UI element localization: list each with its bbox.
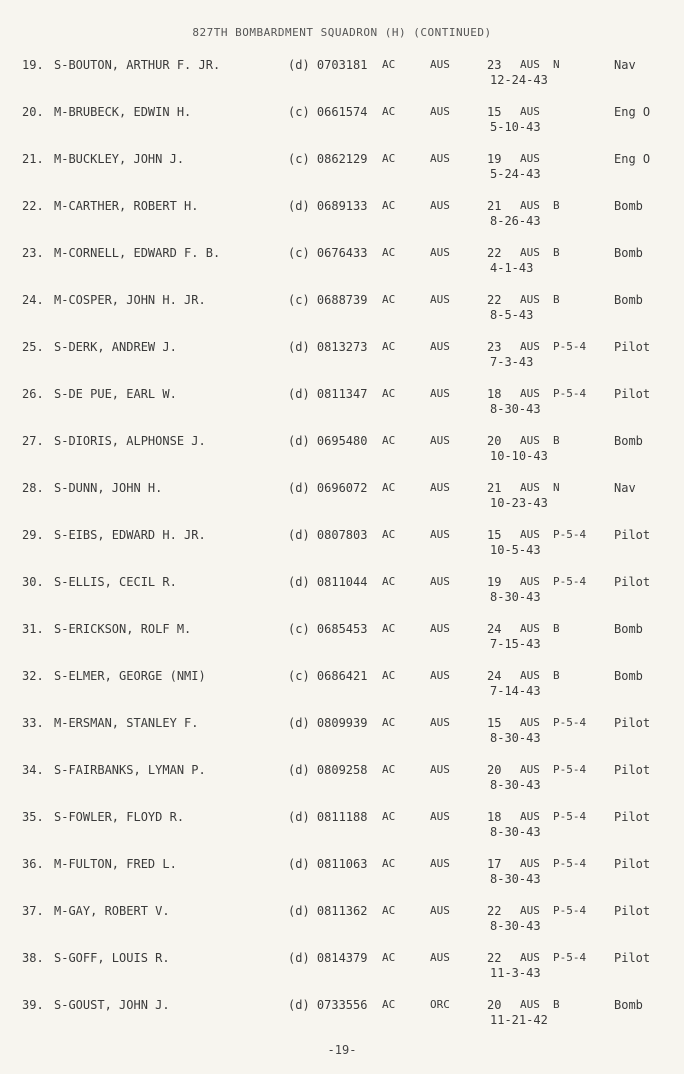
serial-number: (d) 0811044 bbox=[288, 575, 368, 589]
age: 22 bbox=[487, 951, 502, 965]
date: 8-5-43 bbox=[490, 308, 534, 322]
duty: Bomb bbox=[614, 293, 643, 307]
roster-row bbox=[0, 575, 684, 622]
branch: AC bbox=[382, 199, 396, 212]
age: 21 bbox=[487, 481, 502, 495]
component: AUS bbox=[430, 434, 450, 447]
age: 18 bbox=[487, 387, 502, 401]
officer-name: S-GOFF, LOUIS R. bbox=[54, 951, 170, 965]
rating: B bbox=[553, 669, 560, 682]
component-2: AUS bbox=[520, 763, 540, 776]
serial-number: (d) 0809258 bbox=[288, 763, 368, 777]
serial-number: (d) 0807803 bbox=[288, 528, 368, 542]
roster-row bbox=[0, 481, 684, 528]
component: AUS bbox=[430, 340, 450, 353]
age: 20 bbox=[487, 763, 502, 777]
officer-name: M-CARTHER, ROBERT H. bbox=[54, 199, 199, 213]
duty: Pilot bbox=[614, 528, 651, 542]
duty: Pilot bbox=[614, 763, 651, 777]
branch: AC bbox=[382, 716, 396, 729]
serial-number: (d) 0696072 bbox=[288, 481, 368, 495]
component-2: AUS bbox=[520, 58, 540, 71]
row-number: 23. bbox=[22, 246, 44, 260]
date: 11-21-42 bbox=[490, 1013, 548, 1027]
rating: B bbox=[553, 998, 560, 1011]
component: AUS bbox=[430, 528, 450, 541]
roster-row bbox=[0, 199, 684, 246]
branch: AC bbox=[382, 434, 396, 447]
age: 23 bbox=[487, 340, 502, 354]
age: 17 bbox=[487, 857, 502, 871]
age: 24 bbox=[487, 669, 502, 683]
row-number: 37. bbox=[22, 904, 44, 918]
branch: AC bbox=[382, 246, 396, 259]
serial-number: (c) 0686421 bbox=[288, 669, 368, 683]
rating: B bbox=[553, 293, 560, 306]
roster-row bbox=[0, 528, 684, 575]
roster-row bbox=[0, 998, 684, 1045]
date: 7-3-43 bbox=[490, 355, 534, 369]
duty: Bomb bbox=[614, 669, 643, 683]
roster-row bbox=[0, 434, 684, 481]
serial-number: (d) 0733556 bbox=[288, 998, 368, 1012]
rating: P-5-4 bbox=[553, 951, 587, 964]
age: 15 bbox=[487, 716, 502, 730]
officer-name: M-ERSMAN, STANLEY F. bbox=[54, 716, 199, 730]
page-header: 827TH BOMBARDMENT SQUADRON (H) (CONTINUED) bbox=[192, 26, 492, 39]
branch: AC bbox=[382, 669, 396, 682]
duty: Bomb bbox=[614, 246, 643, 260]
component-2: AUS bbox=[520, 434, 540, 447]
duty: Pilot bbox=[614, 810, 651, 824]
component: AUS bbox=[430, 810, 450, 823]
date: 8-30-43 bbox=[490, 402, 541, 416]
age: 22 bbox=[487, 293, 502, 307]
component: AUS bbox=[430, 904, 450, 917]
component: AUS bbox=[430, 716, 450, 729]
branch: AC bbox=[382, 293, 396, 306]
duty: Pilot bbox=[614, 716, 651, 730]
roster-list bbox=[0, 58, 684, 1045]
component: AUS bbox=[430, 669, 450, 682]
date: 8-30-43 bbox=[490, 778, 541, 792]
serial-number: (d) 0811347 bbox=[288, 387, 368, 401]
serial-number: (d) 0814379 bbox=[288, 951, 368, 965]
rating: B bbox=[553, 246, 560, 259]
rating: P-5-4 bbox=[553, 340, 587, 353]
row-number: 33. bbox=[22, 716, 44, 730]
date: 5-10-43 bbox=[490, 120, 541, 134]
branch: AC bbox=[382, 622, 396, 635]
component-2: AUS bbox=[520, 810, 540, 823]
date: 8-30-43 bbox=[490, 590, 541, 604]
component-2: AUS bbox=[520, 293, 540, 306]
branch: AC bbox=[382, 340, 396, 353]
duty: Pilot bbox=[614, 340, 651, 354]
serial-number: (d) 0811063 bbox=[288, 857, 368, 871]
branch: AC bbox=[382, 951, 396, 964]
duty: Pilot bbox=[614, 904, 651, 918]
component-2: AUS bbox=[520, 481, 540, 494]
duty: Eng O bbox=[614, 152, 651, 166]
rating: P-5-4 bbox=[553, 904, 587, 917]
component: AUS bbox=[430, 622, 450, 635]
roster-row bbox=[0, 152, 684, 199]
serial-number: (c) 0661574 bbox=[288, 105, 368, 119]
date: 7-15-43 bbox=[490, 637, 541, 651]
officer-name: S-BOUTON, ARTHUR F. JR. bbox=[54, 58, 221, 72]
date: 8-30-43 bbox=[490, 919, 541, 933]
roster-row bbox=[0, 58, 684, 105]
roster-row bbox=[0, 105, 684, 152]
serial-number: (d) 0689133 bbox=[288, 199, 368, 213]
row-number: 31. bbox=[22, 622, 44, 636]
component-2: AUS bbox=[520, 387, 540, 400]
date: 5-24-43 bbox=[490, 167, 541, 181]
component-2: AUS bbox=[520, 105, 540, 118]
date: 10-5-43 bbox=[490, 543, 541, 557]
branch: AC bbox=[382, 575, 396, 588]
branch: AC bbox=[382, 105, 396, 118]
roster-row bbox=[0, 763, 684, 810]
serial-number: (d) 0695480 bbox=[288, 434, 368, 448]
roster-row bbox=[0, 951, 684, 998]
row-number: 22. bbox=[22, 199, 44, 213]
age: 20 bbox=[487, 998, 502, 1012]
officer-name: S-ELMER, GEORGE (NMI) bbox=[54, 669, 206, 683]
date: 8-30-43 bbox=[490, 825, 541, 839]
rating: P-5-4 bbox=[553, 528, 587, 541]
rating: P-5-4 bbox=[553, 810, 587, 823]
row-number: 24. bbox=[22, 293, 44, 307]
component: AUS bbox=[430, 857, 450, 870]
officer-name: S-DERK, ANDREW J. bbox=[54, 340, 177, 354]
row-number: 26. bbox=[22, 387, 44, 401]
branch: AC bbox=[382, 387, 396, 400]
component: AUS bbox=[430, 763, 450, 776]
component-2: AUS bbox=[520, 575, 540, 588]
roster-row bbox=[0, 810, 684, 857]
row-number: 25. bbox=[22, 340, 44, 354]
officer-name: M-CORNELL, EDWARD F. B. bbox=[54, 246, 221, 260]
roster-row bbox=[0, 622, 684, 669]
branch: AC bbox=[382, 763, 396, 776]
roster-row bbox=[0, 293, 684, 340]
rating: P-5-4 bbox=[553, 387, 587, 400]
component-2: AUS bbox=[520, 716, 540, 729]
age: 15 bbox=[487, 528, 502, 542]
component: AUS bbox=[430, 152, 450, 165]
age: 20 bbox=[487, 434, 502, 448]
rating: P-5-4 bbox=[553, 716, 587, 729]
date: 10-23-43 bbox=[490, 496, 548, 510]
component-2: AUS bbox=[520, 528, 540, 541]
date: 12-24-43 bbox=[490, 73, 548, 87]
component: AUS bbox=[430, 58, 450, 71]
age: 22 bbox=[487, 246, 502, 260]
officer-name: S-FOWLER, FLOYD R. bbox=[54, 810, 185, 824]
row-number: 34. bbox=[22, 763, 44, 777]
branch: AC bbox=[382, 810, 396, 823]
serial-number: (d) 0809939 bbox=[288, 716, 368, 730]
age: 23 bbox=[487, 58, 502, 72]
date: 11-3-43 bbox=[490, 966, 541, 980]
component: AUS bbox=[430, 575, 450, 588]
officer-name: S-DIORIS, ALPHONSE J. bbox=[54, 434, 206, 448]
rating: P-5-4 bbox=[553, 575, 587, 588]
component: AUS bbox=[430, 199, 450, 212]
age: 15 bbox=[487, 105, 502, 119]
age: 24 bbox=[487, 622, 502, 636]
officer-name: S-DE PUE, EARL W. bbox=[54, 387, 177, 401]
row-number: 38. bbox=[22, 951, 44, 965]
component-2: AUS bbox=[520, 622, 540, 635]
rating: P-5-4 bbox=[553, 763, 587, 776]
row-number: 39. bbox=[22, 998, 44, 1012]
component-2: AUS bbox=[520, 199, 540, 212]
row-number: 20. bbox=[22, 105, 44, 119]
officer-name: S-FAIRBANKS, LYMAN P. bbox=[54, 763, 206, 777]
branch: AC bbox=[382, 904, 396, 917]
roster-row bbox=[0, 716, 684, 763]
row-number: 21. bbox=[22, 152, 44, 166]
age: 19 bbox=[487, 152, 502, 166]
component: AUS bbox=[430, 293, 450, 306]
officer-name: S-ERICKSON, ROLF M. bbox=[54, 622, 192, 636]
component-2: AUS bbox=[520, 340, 540, 353]
component: AUS bbox=[430, 387, 450, 400]
date: 4-1-43 bbox=[490, 261, 534, 275]
date: 10-10-43 bbox=[490, 449, 548, 463]
officer-name: M-GAY, ROBERT V. bbox=[54, 904, 170, 918]
officer-name: S-GOUST, JOHN J. bbox=[54, 998, 170, 1012]
rating: B bbox=[553, 622, 560, 635]
row-number: 19. bbox=[22, 58, 44, 72]
row-number: 30. bbox=[22, 575, 44, 589]
component-2: AUS bbox=[520, 669, 540, 682]
row-number: 32. bbox=[22, 669, 44, 683]
component: AUS bbox=[430, 246, 450, 259]
component: AUS bbox=[430, 105, 450, 118]
duty: Pilot bbox=[614, 951, 651, 965]
roster-row bbox=[0, 246, 684, 293]
officer-name: M-COSPER, JOHN H. JR. bbox=[54, 293, 206, 307]
rating: N bbox=[553, 58, 560, 71]
serial-number: (c) 0862129 bbox=[288, 152, 368, 166]
duty: Bomb bbox=[614, 622, 643, 636]
branch: AC bbox=[382, 857, 396, 870]
officer-name: S-EIBS, EDWARD H. JR. bbox=[54, 528, 206, 542]
serial-number: (c) 0676433 bbox=[288, 246, 368, 260]
rating: B bbox=[553, 434, 560, 447]
branch: AC bbox=[382, 998, 396, 1011]
duty: Bomb bbox=[614, 998, 643, 1012]
duty: Bomb bbox=[614, 199, 643, 213]
component-2: AUS bbox=[520, 951, 540, 964]
officer-name: M-FULTON, FRED L. bbox=[54, 857, 177, 871]
page-number: -19- bbox=[327, 1043, 357, 1057]
duty: Pilot bbox=[614, 575, 651, 589]
component-2: AUS bbox=[520, 857, 540, 870]
component-2: AUS bbox=[520, 998, 540, 1011]
officer-name: S-ELLIS, CECIL R. bbox=[54, 575, 177, 589]
duty: Nav bbox=[614, 481, 636, 495]
age: 21 bbox=[487, 199, 502, 213]
row-number: 29. bbox=[22, 528, 44, 542]
age: 18 bbox=[487, 810, 502, 824]
age: 19 bbox=[487, 575, 502, 589]
row-number: 28. bbox=[22, 481, 44, 495]
serial-number: (d) 0703181 bbox=[288, 58, 368, 72]
branch: AC bbox=[382, 58, 396, 71]
component: ORC bbox=[430, 998, 450, 1011]
roster-row bbox=[0, 387, 684, 434]
component: AUS bbox=[430, 951, 450, 964]
component-2: AUS bbox=[520, 904, 540, 917]
roster-row bbox=[0, 669, 684, 716]
date: 8-30-43 bbox=[490, 731, 541, 745]
date: 8-30-43 bbox=[490, 872, 541, 886]
serial-number: (d) 0813273 bbox=[288, 340, 368, 354]
row-number: 35. bbox=[22, 810, 44, 824]
branch: AC bbox=[382, 481, 396, 494]
duty: Eng O bbox=[614, 105, 651, 119]
serial-number: (c) 0685453 bbox=[288, 622, 368, 636]
branch: AC bbox=[382, 152, 396, 165]
roster-row bbox=[0, 857, 684, 904]
component: AUS bbox=[430, 481, 450, 494]
rating: N bbox=[553, 481, 560, 494]
roster-row bbox=[0, 340, 684, 387]
duty: Nav bbox=[614, 58, 636, 72]
officer-name: S-DUNN, JOHN H. bbox=[54, 481, 163, 495]
date: 7-14-43 bbox=[490, 684, 541, 698]
row-number: 36. bbox=[22, 857, 44, 871]
branch: AC bbox=[382, 528, 396, 541]
serial-number: (d) 0811362 bbox=[288, 904, 368, 918]
roster-row bbox=[0, 904, 684, 951]
duty: Bomb bbox=[614, 434, 643, 448]
component-2: AUS bbox=[520, 152, 540, 165]
duty: Pilot bbox=[614, 857, 651, 871]
row-number: 27. bbox=[22, 434, 44, 448]
serial-number: (c) 0688739 bbox=[288, 293, 368, 307]
serial-number: (d) 0811188 bbox=[288, 810, 368, 824]
rating: P-5-4 bbox=[553, 857, 587, 870]
officer-name: M-BRUBECK, EDWIN H. bbox=[54, 105, 192, 119]
age: 22 bbox=[487, 904, 502, 918]
duty: Pilot bbox=[614, 387, 651, 401]
rating: B bbox=[553, 199, 560, 212]
officer-name: M-BUCKLEY, JOHN J. bbox=[54, 152, 185, 166]
component-2: AUS bbox=[520, 246, 540, 259]
date: 8-26-43 bbox=[490, 214, 541, 228]
